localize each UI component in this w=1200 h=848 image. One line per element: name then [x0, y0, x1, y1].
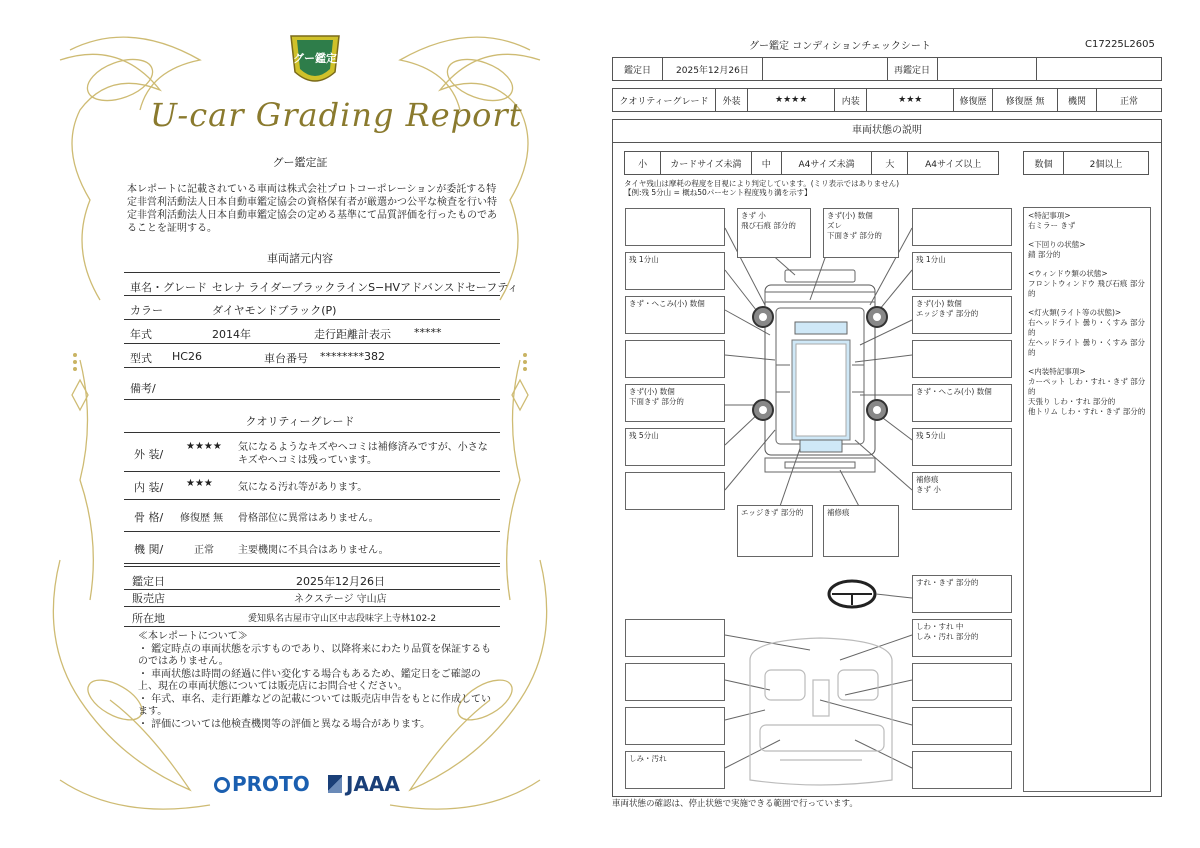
note-group-item: 天張り しわ・すれ 部分的	[1028, 397, 1116, 406]
size-small-desc: カードサイズ未満	[661, 152, 751, 175]
note-box	[625, 619, 725, 657]
engine-value: 正常	[1096, 89, 1161, 112]
size-medium: 中	[751, 152, 781, 175]
reappraisal-label: 再鑑定日	[887, 58, 937, 81]
quality-row-engine	[124, 532, 500, 564]
note-box	[912, 663, 1012, 701]
store-value: ネクステージ 守山店	[294, 594, 387, 605]
sheet-title: グー鑑定 コンディションチェックシート	[749, 41, 931, 52]
note-group-item: 錆 部分的	[1028, 250, 1061, 259]
appraisal-date-value: 2025年12月26日	[662, 58, 762, 81]
engine-label: 機 関/	[134, 543, 164, 556]
jaaa-logo	[328, 772, 400, 796]
size-small: 小	[625, 152, 661, 175]
tire-box-rear-right	[912, 428, 1012, 466]
quality-row-interior	[124, 472, 500, 500]
note-group-title: <下回りの状態>	[1028, 240, 1086, 249]
note-text: 残 5分山	[916, 431, 946, 440]
panel-title: 車両状態の説明	[612, 119, 1162, 143]
chassis-label: 車台番号	[264, 352, 308, 365]
steering-note-box	[912, 575, 1012, 613]
specs-title: 車両諸元内容	[267, 252, 333, 265]
notes-title: ≪本レポートについて≫	[138, 631, 248, 642]
report-notes	[138, 631, 498, 731]
appraisal-date-label: 鑑定日	[613, 58, 663, 81]
note-box	[912, 296, 1012, 334]
note-text: 下面きず 部分的	[827, 231, 882, 240]
exterior-label: 外 装/	[134, 448, 164, 461]
ext-value: ★★★★	[748, 89, 835, 112]
note-text: 補修痕	[827, 508, 850, 517]
frame-grade: 修復歴 無	[180, 513, 224, 524]
note-box	[737, 505, 813, 557]
tire-note-2: 【例:残 5分山 = 概ね50パーセント程度残り溝を示す】	[624, 188, 812, 197]
note-box	[912, 472, 1012, 510]
store-label: 販売店	[132, 592, 165, 605]
note-box	[912, 619, 1012, 657]
note-item: ・ 年式、車名、走行距離などの記載については販売店申告をもとに作成しています。	[138, 693, 491, 717]
note-text: エッジきず 部分的	[916, 309, 979, 318]
engine-desc: 主要機関に不具合はありません。	[238, 545, 389, 556]
note-text: きず(小) 数個	[916, 299, 962, 308]
spec-row-name	[124, 272, 519, 296]
note-group-title: <灯火類(ライト等の状態)>	[1028, 308, 1122, 317]
note-item: ・ 評価については他検査機関等の評価と異なる場合があります。	[138, 718, 431, 730]
note-group-title: <特記事項>	[1028, 211, 1071, 220]
name-value: セレナ ライダーブラックラインS−HVアドバンスドセーフティ	[212, 281, 519, 294]
proto-logo	[214, 772, 310, 796]
interior-label: 内 装/	[134, 481, 164, 494]
note-box	[912, 340, 1012, 378]
proto-mark-icon	[214, 777, 230, 793]
tire-box-front-left	[625, 252, 725, 290]
note-box	[625, 384, 725, 422]
quality-grade-label: クオリティーグレード	[613, 89, 716, 112]
tire-box-rear-left	[625, 428, 725, 466]
jaaa-logo-text: JAAA	[346, 772, 400, 796]
note-text: 残 1分山	[916, 255, 946, 264]
address-label: 所在地	[132, 612, 165, 625]
note-group-item: カーペット しわ・すれ・きず 部分的	[1028, 377, 1146, 396]
certificate-subtitle: グー鑑定証	[272, 156, 328, 169]
chassis-value: ********382	[320, 350, 385, 363]
note-box	[823, 505, 899, 557]
note-group-item: 右ヘッドライト 曇り・くすみ 部分的	[1028, 318, 1146, 337]
year-value: 2014年	[212, 328, 251, 341]
frame-desc: 骨格部位に異常はありません。	[238, 513, 379, 524]
mileage-label: 走行距離計表示	[314, 328, 391, 341]
note-group-item: 左ヘッドライト 曇り・くすみ 部分的	[1028, 338, 1146, 357]
note-item: ・ 車両状態は時間の経過に伴い変化する場合もあるため、鑑定日をご確認の上、現在の車両状態については販売店にお問合せください。	[138, 668, 481, 692]
note-text: しみ・汚れ	[629, 754, 667, 763]
note-text: きず・へこみ(小) 数個	[916, 387, 992, 396]
note-group-lights	[1028, 308, 1146, 358]
note-text: きず 小	[741, 211, 766, 220]
note-text: きず・へこみ(小) 数個	[629, 299, 705, 308]
name-label: 車名・グレード	[130, 281, 207, 294]
note-box	[625, 340, 725, 378]
note-text: しみ・汚れ 部分的	[916, 632, 979, 641]
int-value: ★★★	[867, 89, 954, 112]
note-group-title: <内装特記事項>	[1028, 367, 1086, 376]
note-group-item: 右ミラー きず	[1028, 221, 1076, 230]
note-group-item: フロントウィンドウ 飛び石痕 部分的	[1028, 279, 1145, 298]
note-box	[823, 208, 899, 258]
note-box	[625, 296, 725, 334]
note-group-item: 他トリム しわ・すれ・きず 部分的	[1028, 407, 1146, 416]
sheet-id: C17225L2605	[1085, 39, 1155, 50]
note-group-special	[1028, 211, 1146, 231]
note-box	[912, 384, 1012, 422]
tire-box-front-right	[912, 252, 1012, 290]
size-medium-desc: A4サイズ未満	[781, 152, 871, 175]
model-value: HC26	[172, 350, 202, 363]
tire-note-1: タイヤ残山は摩耗の程度を目視により判定しています。(ミリ表示ではありません)	[624, 179, 900, 188]
mileage-value: *****	[414, 326, 442, 339]
year-label: 年式	[130, 328, 152, 341]
proto-logo-text: PROTO	[232, 772, 310, 796]
note-box	[912, 208, 1012, 246]
size-large: 大	[872, 152, 908, 175]
note-group-windows	[1028, 269, 1146, 299]
note-text: すれ・きず 部分的	[916, 578, 979, 587]
report-title: U-car Grading Report	[150, 96, 523, 134]
remarks-label: 備考/	[130, 382, 156, 395]
certificate-intro: 本レポートに記載されている車両は株式会社プロトコーポレーションが委託する特定非営利活動法人日本自動車鑑定協会の資格保有者が厳選かつ公平な検査を行い特定非営利活動法人日本自動車鑑定協会の定める基準にて品質評価を行ったものであることを証明する。	[127, 184, 497, 234]
note-box	[625, 707, 725, 745]
note-item: ・ 鑑定時点の車両状態を示すものであり、以降将来にわたり品質を保証するものではありません。	[138, 643, 492, 667]
note-box	[625, 751, 725, 789]
address-value: 愛知県名古屋市守山区中志段味字上寺林102-2	[248, 614, 437, 624]
count-desc: 2個以上	[1064, 152, 1149, 175]
note-text: 残 1分山	[629, 255, 659, 264]
quality-row-exterior	[124, 432, 500, 472]
note-text: 残 5分山	[629, 431, 659, 440]
appraisal-date-value: 2025年12月26日	[296, 575, 385, 588]
color-label: カラー	[130, 304, 163, 317]
exterior-desc: 気になるようなキズやヘコミは補修済みですが、小さなキズやヘコミは残っています。	[238, 442, 488, 466]
engine-grade: 正常	[194, 545, 214, 556]
interior-grade: ★★★	[186, 478, 213, 489]
note-group-underbody	[1028, 240, 1146, 260]
steering-wheel-icon	[829, 581, 912, 607]
note-box	[625, 472, 725, 510]
address-row	[124, 607, 500, 627]
int-label: 内装	[834, 89, 866, 112]
model-label: 型式	[130, 352, 152, 365]
quality-row-frame	[124, 500, 500, 532]
note-text: しわ・すれ 中	[916, 622, 964, 631]
special-notes	[1023, 207, 1151, 792]
size-large-desc: A4サイズ以上	[908, 152, 999, 175]
badge-text: グー鑑定	[293, 52, 337, 65]
note-box	[912, 751, 1012, 789]
note-text: 下面きず 部分的	[629, 397, 684, 406]
note-text: 飛び石痕 部分的	[741, 221, 796, 230]
jaaa-mark-icon	[328, 775, 342, 793]
spec-row-color	[124, 296, 500, 320]
spec-row-model	[124, 344, 500, 368]
note-group-interior	[1028, 367, 1146, 417]
store-row	[124, 587, 500, 607]
condition-check-sheet	[600, 0, 1200, 848]
engine-label: 機関	[1058, 89, 1097, 112]
exterior-grade: ★★★★	[186, 441, 222, 452]
interior-desc: 気になる汚れ等があります。	[238, 482, 368, 493]
color-value: ダイヤモンドブラック(P)	[212, 304, 337, 317]
footnote: 車両状態の確認は、停止状態で実施できる範囲で行っています。	[612, 799, 858, 809]
note-box	[625, 208, 725, 246]
spec-row-year	[124, 320, 500, 344]
appraisal-date-label: 鑑定日	[132, 575, 165, 588]
count-label: 数個	[1024, 152, 1064, 175]
note-text: きず(小) 数個	[629, 387, 675, 396]
repair-value: 修復歴 無	[993, 89, 1058, 112]
quality-title: クオリティーグレード	[245, 415, 355, 428]
spec-row-remarks	[124, 368, 500, 400]
ext-label: 外装	[715, 89, 747, 112]
repair-label: 修復歴	[954, 89, 993, 112]
note-text: きず(小) 数個	[827, 211, 873, 220]
note-box	[912, 707, 1012, 745]
note-box	[625, 663, 725, 701]
note-box	[737, 208, 811, 258]
note-text: エッジきず 部分的	[741, 508, 804, 517]
note-text: ズレ	[827, 221, 842, 230]
note-text: きず 小	[916, 485, 941, 494]
note-text: 補修痕	[916, 475, 939, 484]
goo-appraisal-badge	[285, 32, 345, 94]
note-group-title: <ウィンドウ類の状態>	[1028, 269, 1108, 278]
frame-label: 骨 格/	[134, 511, 164, 524]
